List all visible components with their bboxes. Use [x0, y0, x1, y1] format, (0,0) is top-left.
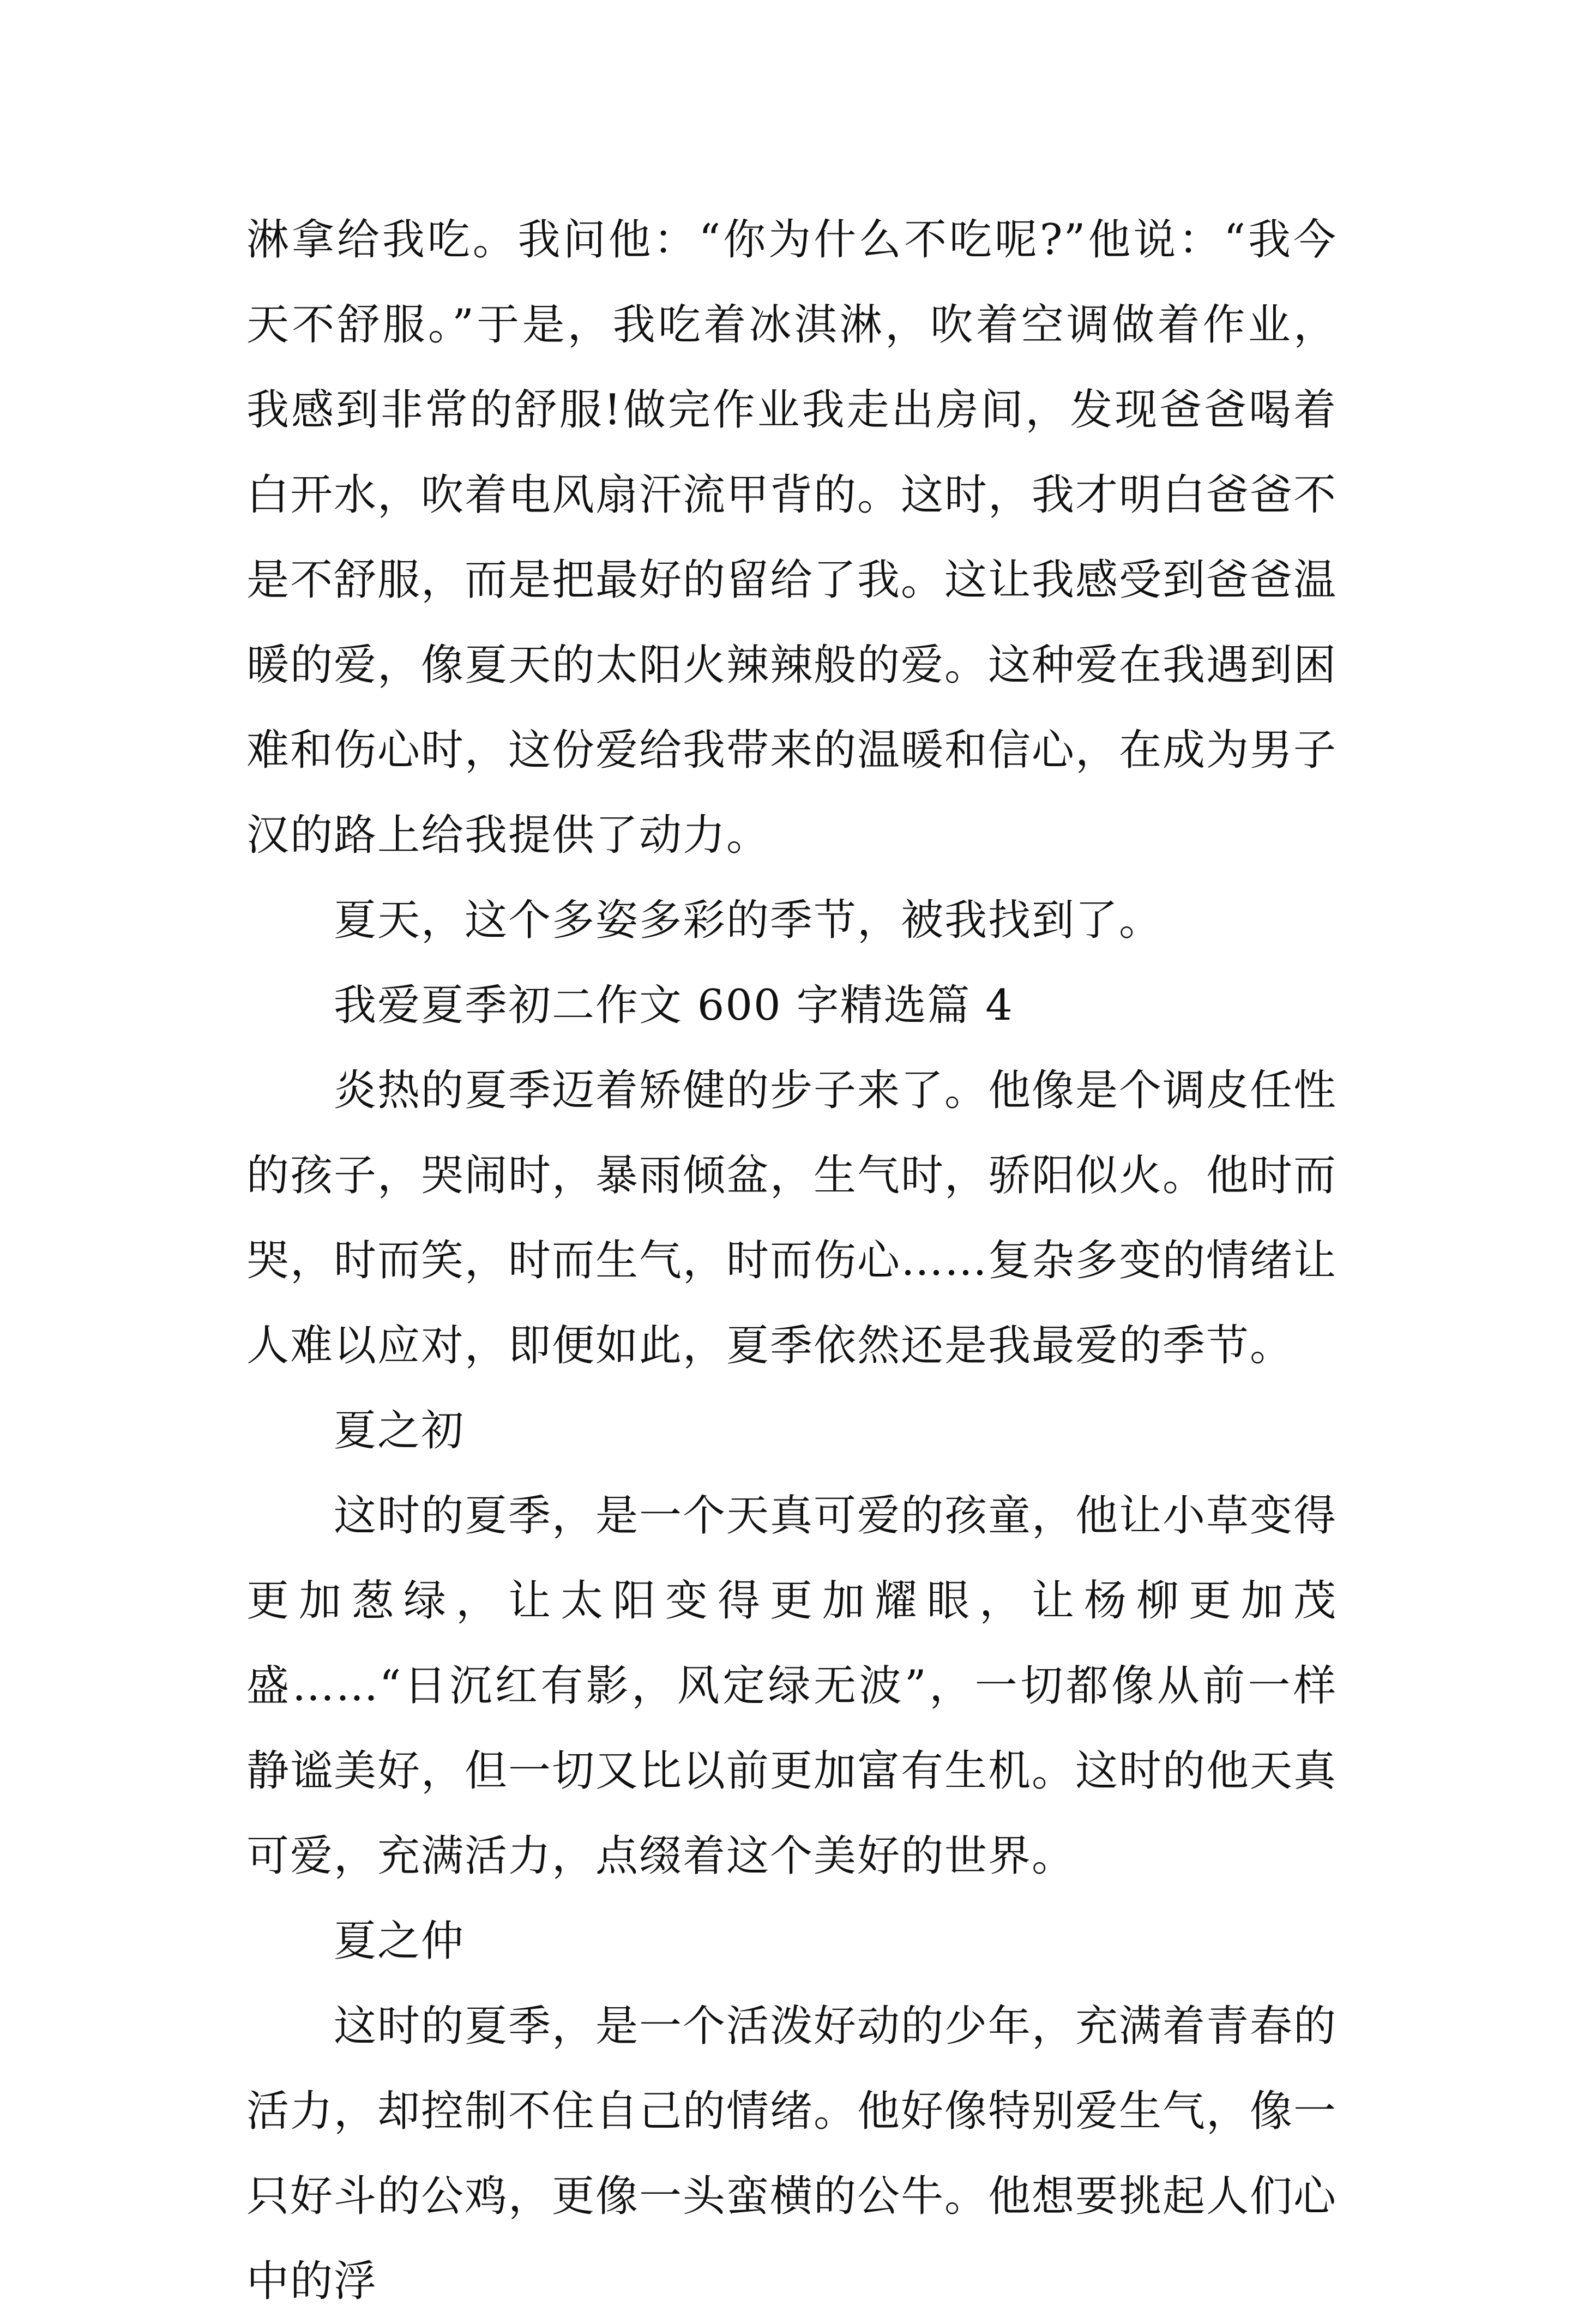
document-body	[246, 197, 1337, 2324]
paragraph: 这时的夏季，是一个天真可爱的孩童，他让小草变得更加葱绿，让太阳变得更加耀眼，让杨柳更加茂盛……“日沉红有影，风定绿无波”，一切都像从前一样静谧美好，但一切又比以前更加富有生机。这时的他天真可爱，充满活力，点缀着这个美好的世界。	[246, 1491, 1338, 1881]
paragraph: 炎热的夏季迈着矫健的步子来了。他像是个调皮任性的孩子，哭闹时，暴雨倾盆，生气时，骄阳似火。他时而哭，时而笑，时而生气，时而伤心……复杂多变的情绪让人难以应对，即便如此，夏季依然还是我最爱的季节。	[246, 1066, 1338, 1370]
section-heading: 我爱夏季初二作文 600 字精选篇 4	[334, 981, 1014, 1030]
paragraph: 夏天，这个多姿多彩的季节，被我找到了。	[334, 896, 1163, 945]
paragraph: 这时的夏季，是一个活泼好动的少年，充满着青春的活力，却控制不住自己的情绪。他好像特别爱生气，像一只好斗的公鸡，更像一头蛮横的公牛。他想要挑起人们心中的浮	[246, 2002, 1338, 2306]
subsection-heading: 夏之仲	[334, 1917, 465, 1966]
paragraph-continuation: 淋拿给我吃。我问他：“你为什么不吃呢?”他说：“我今天不舒服。”于是，我吃着冰淇淋，吹着空调做着作业，我感到非常的舒服!做完作业我走出房间，发现爸爸喝着白开水，吹着电风扇汗流甲背的。这时，我才明白爸爸不是不舒服，而是把最好的留给了我。这让我感受到爸爸温暖的爱，像夏天的太阳火辣辣般的爱。这种爱在我遇到困难和伤心时，这份爱给我带来的温暖和信心，在成为男子汉的路上给我提供了动力。	[246, 215, 1338, 860]
subsection-heading: 夏之初	[334, 1406, 465, 1455]
